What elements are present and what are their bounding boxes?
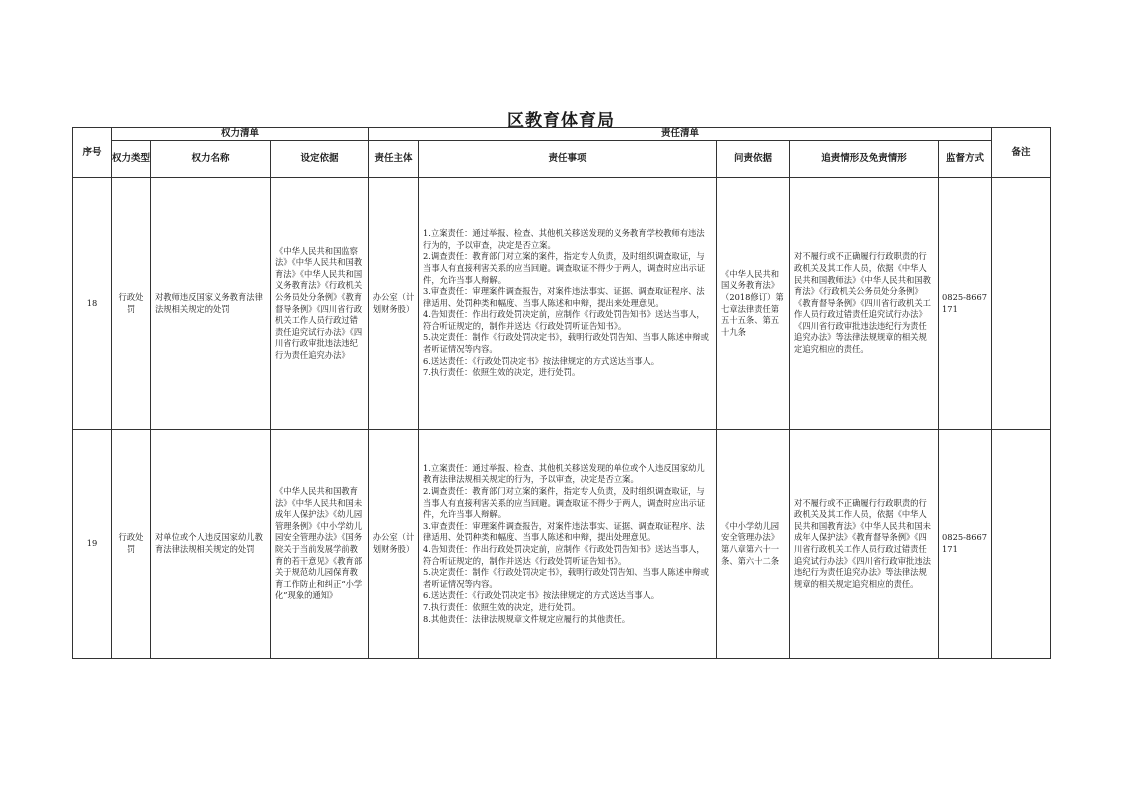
- header-pursuit: 追责情形及免责情形: [790, 141, 939, 178]
- header-supervision: 监督方式: [939, 141, 992, 178]
- row-remark: [992, 430, 1051, 659]
- row-power-type: 行政处罚: [112, 430, 151, 659]
- duty-item: 3.审查责任：审理案件调查报告，对案件违法事实、证据、调查取证程序、法律适用、处罚种类和幅度、当事人陈述和申辩，提出来处理意见。: [423, 286, 705, 308]
- duty-item: 1.立案责任：通过举报、检查、其他机关移送发现的单位或个人违反国家幼儿教育法律法规相关规定的行为，予以审查，决定是否立案。: [423, 462, 705, 485]
- row-pursuit: 对不履行或不正确履行行政职责的行政机关及其工作人员，依据《中华人民共和国教育法》《中华人民共和国未成年人保护法》《教育督导条例》《四川省行政机关工作人员行政过错责任追究试行办法》《四川省行政审批违法违纪行为责任追究办法》等法律法规规章的相关规定追究相应的责任。: [790, 430, 939, 659]
- row-accountability-basis: 《中小学幼儿园安全管理办法》第八章第六十一条、第六十二条: [717, 430, 790, 659]
- row-duties: [419, 430, 717, 659]
- duty-item: 8.其他责任：法律法规规章文件规定应履行的其他责任。: [423, 613, 631, 624]
- duty-item: 2.调查责任：教育部门对立案的案件，指定专人负责，及时组织调查取证，与当事人有直接利害关系的应当回避。调查取证不得少于两人，调查时应出示证件，允许当事人辩解。: [423, 486, 706, 520]
- duty-item: 7.执行责任：依照生效的决定，进行处罚。: [423, 367, 581, 378]
- duty-item: 3.审查责任：审理案件调查报告，对案件违法事实、证据、调查取证程序、法律适用、处罚种类和幅度、当事人陈述和申辩，提出处理意见。: [423, 520, 705, 543]
- table-row: [73, 178, 1051, 430]
- duty-item: 1.立案责任：通过举报、检查、其他机关移送发现的义务教育学校教师有违法行为的，予以审查，决定是否立案。: [423, 228, 705, 250]
- duty-item: 4.告知责任：作出行政处罚决定前，应制作《行政处罚告知书》送达当事人，符合听证规定的，制作并送达《行政处罚听证告知书》。: [423, 309, 705, 331]
- row-pursuit: 对不履行或不正确履行行政职责的行政机关及其工作人员，依据《中华人民共和国教师法》《中华人民共和国教育法》《行政机关公务员处分条例》《教育督导条例》《四川省行政机关工作人员行政过错责任追究试行办法》《四川省行政审批违法违纪行为责任追究办法》等法律法规规章的相关规定追究相应的责任。: [790, 178, 939, 430]
- row-duties: [419, 178, 717, 430]
- row-power-name: 对单位或个人违反国家幼儿教育法律法规相关规定的处罚: [151, 430, 271, 659]
- header-resp-list: 责任清单: [369, 128, 992, 141]
- duty-item: 6.送达责任：《行政处罚决定书》按法律规定的方式送达当事人。: [423, 355, 660, 366]
- row-basis: 《中华人民共和国监察法》《中华人民共和国教育法》《中华人民共和国义务教育法》《行政机关公务员处分条例》《教育督导条例》《四川省行政机关工作人员行政过错责任追究试行办法》《四川省行政审批违法违纪行为责任追究办法》: [271, 178, 369, 430]
- duty-item: 2.调查责任：教育部门对立案的案件，指定专人负责，及时组织调查取证，与当事人有直接利害关系的应当回避。调查取证不得少于两人，调查时应出示证件，允许当事人辩解。: [423, 251, 706, 285]
- header-duties: 责任事项: [419, 141, 717, 178]
- header-remark: 备注: [992, 128, 1051, 178]
- header-seq: 序号: [73, 128, 112, 178]
- header-power-name: 权力名称: [151, 141, 271, 178]
- duty-item: 5.决定责任：制作《行政处罚决定书》，载明行政处罚告知、当事人陈述申辩或者听证情况等内容。: [423, 332, 709, 355]
- header-accountability-basis: 问责依据: [717, 141, 790, 178]
- header-basis: 设定依据: [271, 141, 369, 178]
- row-accountability-basis: 《中华人民共和国义务教育法》（2018修订）第七章法律责任第五十五条、第五十九条: [717, 178, 790, 430]
- row-seq: 18: [73, 178, 112, 430]
- row-power-type: 行政处罚: [112, 178, 151, 430]
- header-power-list: 权力清单: [112, 128, 369, 141]
- row-seq: 19: [73, 430, 112, 659]
- page-title: 区教育体育局: [507, 111, 615, 131]
- row-basis: 《中华人民共和国教育法》《中华人民共和国未成年人保护法》《幼儿园管理条例》《中小学幼儿园安全管理办法》《国务院关于当前发展学前教育的若干意见》《教育部关于规范幼儿园保育教育工作防止和纠正“小学化”现象的通知》: [271, 430, 369, 659]
- duty-item: 7.执行责任：依照生效的决定，进行处罚。: [423, 601, 581, 612]
- table-row: [73, 430, 1051, 659]
- duty-item: 4.告知责任：作出行政处罚决定前，应制作《行政处罚告知书》送达当事人，符合听证规定的，制作并送达《行政处罚听证告知书》。: [423, 544, 705, 566]
- header-subject: 责任主体: [369, 141, 419, 178]
- row-remark: [992, 178, 1051, 430]
- responsibility-table: [72, 127, 1051, 659]
- duty-item: 6.送达责任：《行政处罚决定书》按法律规定的方式送达当事人。: [423, 590, 660, 601]
- header-power-type: 权力类型: [112, 141, 151, 178]
- row-subject: 办公室（计划财务股）: [369, 178, 419, 430]
- duty-item: 5.决定责任：制作《行政处罚决定书》，载明行政处罚告知、当事人陈述申辩或者听证情况等内容。: [423, 567, 709, 589]
- row-power-name: 对教师违反国家义务教育法律法规相关规定的处罚: [151, 178, 271, 430]
- row-supervision: 0825-8667171: [939, 430, 992, 659]
- row-subject: 办公室（计划财务股）: [369, 430, 419, 659]
- row-supervision: 0825-8667171: [939, 178, 992, 430]
